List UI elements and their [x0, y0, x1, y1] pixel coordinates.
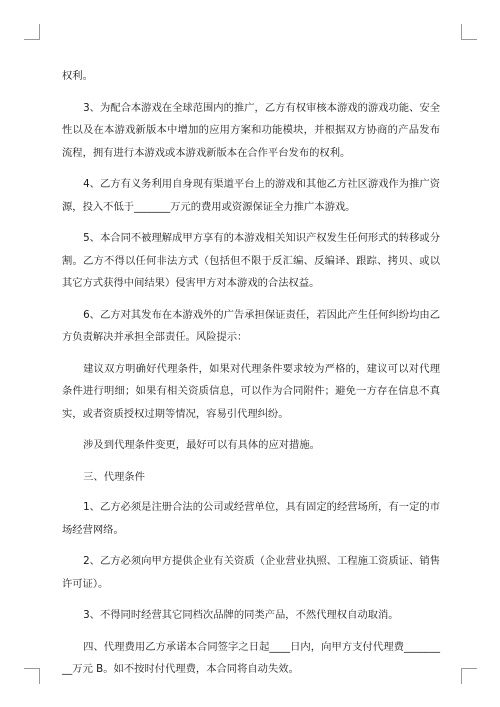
crop-mark-bottom-left [24, 668, 40, 684]
section-heading-agency-conditions: 三、代理条件 [83, 470, 145, 483]
paragraph-condition-3: 3、不得同时经营其它同档次品牌的同类产品，不然代理权自动取消。 [83, 609, 399, 621]
paragraph-continuation: 权利。 [62, 70, 93, 82]
paragraph-condition-change: 涉及到代理条件变更，最好可以有具体的应对措施。 [83, 439, 320, 451]
paragraph-clause-5: 5、本合同不被理解成甲方享有的本游戏相关知识产权发生任何形式的转移或分割。乙方不得以任何非法方式（包括但不限于反汇编、反编译、跟踪、拷贝、或以其它方式获得中间结果）侵害甲方对本游戏的合法权益。 [62, 232, 440, 289]
paragraph-clause-3: 3、为配合本游戏在全球范围内的推广，乙方有权审核本游戏的游戏功能、安全性以及在本游戏新版本中增加的应用方案和功能模块，并根据双方协商的产品发布流程，拥有进行本游戏或本游戏新版本在合作平台发布的权利。 [62, 101, 440, 159]
paragraph-condition-1: 1、乙方必须是注册合法的公司或经营单位，具有固定的经营场所，有一定的市场经营网络。 [62, 501, 440, 536]
document-body [62, 65, 440, 690]
crop-mark-top-left [24, 24, 40, 40]
paragraph-clause-4: 4、乙方有义务利用自身现有渠道平台上的游戏和其他乙方社区游戏作为推广资源，投入不低于_______万元的费用或资源保证全力推广本游戏。 [62, 178, 440, 213]
paragraph-clause-6: 6、乙方对其发布在本游戏外的广告承担保证责任，若因此产生任何纠纷均由乙方负责解决并承担全部责任。风险提示： [62, 308, 440, 343]
crop-mark-top-right [461, 24, 477, 40]
paragraph-condition-2: 2、乙方必须向甲方提供企业有关资质（企业营业执照、工程施工资质证、销售许可证）。 [62, 555, 440, 590]
paragraph-agency-fee: 四、代理费用乙方承诺本合同签字之日起____日内，向甲方支付代理费_________万元 B。如不按时付代理费，本合同将自动失效。 [62, 640, 440, 675]
crop-mark-bottom-right [461, 668, 477, 684]
paragraph-risk-advice: 建议双方明确好代理条件，如果对代理条件要求较为严格的，建议可以对代理条件进行明细；如果有相关资质信息，可以作为合同附件；避免一方存在信息不真实，或者资质授权过期等情况，容易引代理纠纷。 [62, 362, 440, 420]
